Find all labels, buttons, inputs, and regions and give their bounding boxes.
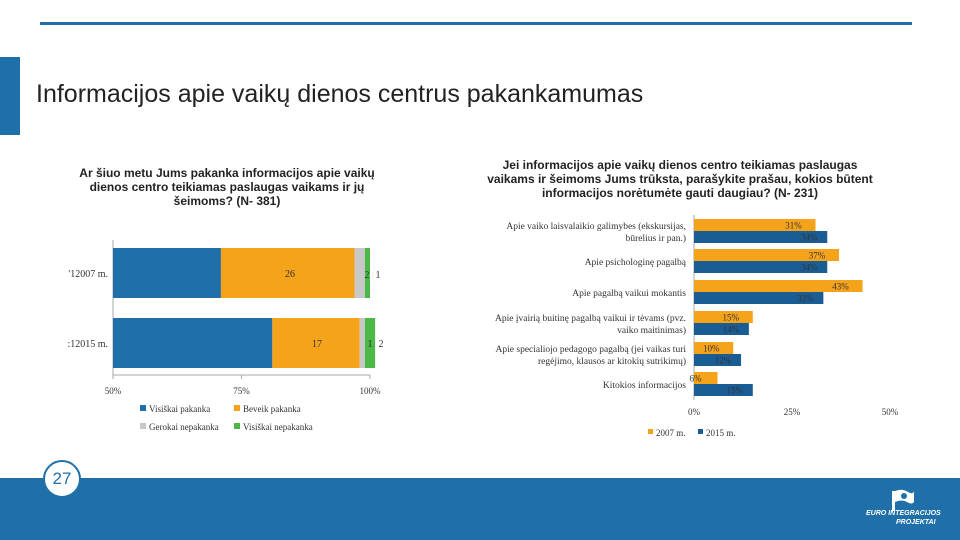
right-x-tick-label: 50% bbox=[881, 407, 899, 417]
logo-emblem-icon bbox=[890, 488, 916, 512]
left-data-label: 26 bbox=[285, 269, 295, 280]
left-legend-label: Beveik pakanka bbox=[243, 404, 301, 414]
logo-text-euro: EURO INTEGRACIJOS bbox=[866, 510, 941, 517]
right-bar-label: 6% bbox=[689, 373, 702, 384]
right-legend-label: 2007 m. bbox=[656, 428, 686, 438]
right-bar-label: 10% bbox=[702, 343, 720, 354]
left-x-tick-label: 100% bbox=[359, 386, 381, 396]
left-category-label: :12015 m. bbox=[67, 339, 108, 350]
right-legend-label: 2015 m. bbox=[706, 428, 736, 438]
right-bar-label: 12% bbox=[714, 355, 732, 366]
left-legend-label: Visiškai pakanka bbox=[149, 404, 211, 414]
right-x-tick-label: 0% bbox=[688, 407, 700, 417]
logo-text-projektai: PROJEKTAI bbox=[896, 519, 936, 526]
right-chart-title: Jei informacijos apie vaikų dienos centro teikiamas paslaugas vaikams ir šeimoms Jums trūksta, parašykite prašau, kokios būtent informacijos norėtumėte gauti daugiau? (N- 231) bbox=[487, 158, 873, 200]
right-legend-swatch bbox=[648, 429, 653, 434]
left-category-label: '12007 m. bbox=[68, 269, 108, 280]
right-bar bbox=[694, 323, 749, 335]
right-x-tick-label: 25% bbox=[783, 407, 801, 417]
right-category-label: Kitokios informacijos bbox=[602, 381, 686, 391]
page-number: 27 bbox=[43, 460, 81, 498]
right-bar-label: 15% bbox=[726, 385, 744, 396]
right-bar-label: 43% bbox=[832, 281, 849, 292]
right-category-label: Apie pagalbą vaikui mokantis bbox=[572, 289, 686, 299]
page-title: Informacijos apie vaikų dienos centrus pakankamumas bbox=[36, 80, 644, 108]
right-category-label: regėjimo, klausos ar kitokių sutrikimų) bbox=[537, 357, 686, 367]
footer-band bbox=[0, 478, 960, 540]
left-data-label: 1 bbox=[367, 339, 373, 350]
right-bar-label: 34% bbox=[801, 262, 818, 273]
right-category-label: vaiko maitinimas) bbox=[617, 326, 686, 336]
left-data-label: 2 bbox=[364, 270, 370, 281]
euro-integracijos-logo bbox=[866, 488, 948, 530]
right-bar-label: 33% bbox=[797, 293, 814, 304]
right-legend-swatch bbox=[698, 429, 703, 434]
right-bar-label: 14% bbox=[722, 324, 740, 335]
right-category-label: Apie įvairią buitinę pagalbą vaikui ir tėvams (pvz. bbox=[495, 314, 686, 324]
left-x-tick-label: 75% bbox=[233, 386, 250, 396]
left-data-label: 1 bbox=[375, 270, 381, 281]
left-legend-label: Visiškai nepakanka bbox=[243, 422, 313, 432]
left-x-tick-label: 50% bbox=[104, 386, 122, 396]
left-data-label: 2 bbox=[378, 339, 384, 350]
right-category-label: Apie vaiko laisvalaikio galimybes (ekskursijas, bbox=[506, 222, 686, 232]
right-bar-label: 34% bbox=[801, 232, 818, 243]
left-data-label: 17 bbox=[312, 339, 322, 350]
left-legend-label: Gerokai nepakanka bbox=[149, 422, 219, 432]
right-bar-label: 37% bbox=[808, 250, 826, 261]
right-category-label: Apie specialiojo pedagogo pagalbą (jei vaikas turi bbox=[495, 345, 686, 355]
right-bar-label: 15% bbox=[722, 312, 740, 323]
left-chart-title: Ar šiuo metu Jums pakanka informacijos apie vaikų dienos centro teikiamas paslaugas vaikams ir jų šeimoms? (N- 381) bbox=[79, 166, 375, 208]
right-bar bbox=[694, 384, 753, 396]
right-category-label: Apie psichologinę pagalbą bbox=[584, 258, 686, 268]
right-bar-label: 31% bbox=[785, 220, 802, 231]
right-category-label: būrelius ir pan.) bbox=[625, 234, 686, 244]
